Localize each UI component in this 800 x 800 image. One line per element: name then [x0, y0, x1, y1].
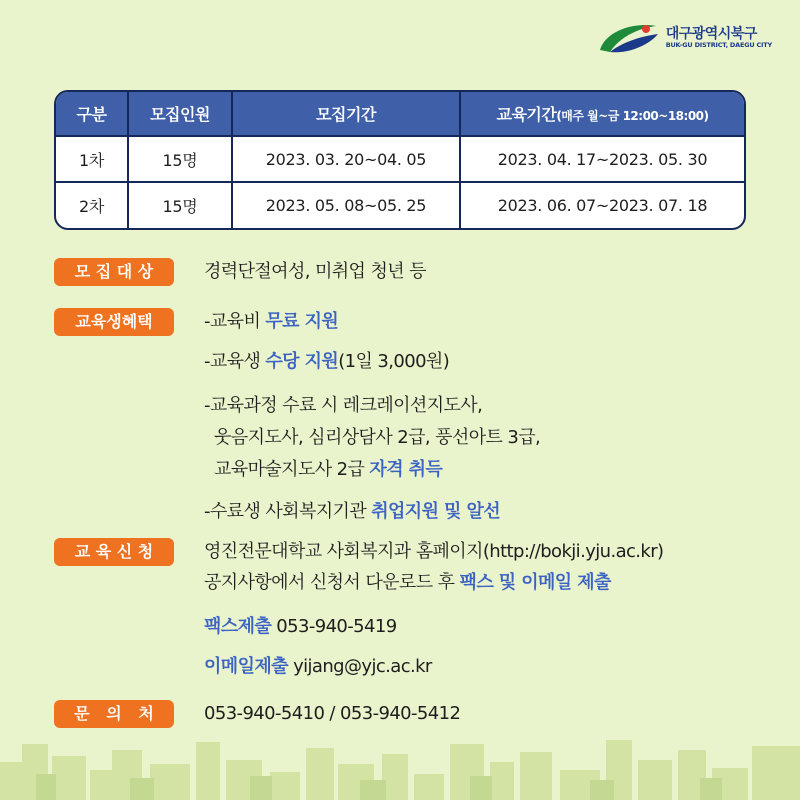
fax-number: 053-940-5419: [271, 616, 397, 637]
header-edu-period: [460, 92, 744, 136]
table-row: [56, 182, 744, 228]
header-capacity: 모집인원: [128, 92, 232, 136]
header-edu-period-label: 교육기간: [496, 105, 557, 124]
benefit-highlight: 취업지원 및 알선: [371, 501, 501, 522]
benefit-highlight: 자격 취득: [369, 459, 443, 480]
fax-info: [204, 614, 397, 640]
email-info: [204, 654, 432, 680]
contact-badge: 문 의 처: [54, 700, 174, 728]
table-row: [56, 136, 744, 182]
benefit-text: 교육마술지도사 2급: [214, 459, 370, 480]
benefit-item: [204, 499, 500, 525]
benefit-text: -교육비: [204, 311, 266, 332]
apply-badge: 교 육 신 청: [54, 538, 174, 566]
contact-phone: 053-940-5410 / 053-940-5412: [204, 703, 461, 724]
benefit-item: [204, 309, 338, 335]
benefit-highlight: 수당 지원: [265, 351, 339, 372]
row2-category: 2차: [56, 182, 128, 228]
apply-highlight: 팩스 및 이메일 제출: [459, 572, 611, 593]
city-skyline-decoration: [0, 734, 800, 800]
row2-capacity: 15명: [128, 182, 232, 228]
benefits-badge: 교육생혜택: [54, 308, 174, 336]
district-logo: [596, 20, 772, 56]
email-label: 이메일제출: [204, 656, 288, 677]
row1-category: 1차: [56, 136, 128, 182]
row2-recruit-period: 2023. 05. 08~05. 25: [232, 182, 460, 228]
benefit-text: -수료생 사회복지기관: [204, 501, 372, 522]
logo-korean-name: 대구광역시북구: [665, 25, 757, 42]
row2-edu-period: 2023. 06. 07~2023. 07. 18: [497, 196, 708, 215]
email-address: yijang@yjc.ac.kr: [287, 656, 432, 677]
table-header-row: [56, 92, 744, 136]
benefit-item-cont: 웃음지도사, 심리상담사 2급, 풍선아트 3급,: [214, 427, 541, 448]
header-recruit-period: 모집기간: [232, 92, 460, 136]
benefit-text: -교육생: [204, 351, 266, 372]
benefit-text: (1일 3,000원): [338, 351, 450, 372]
header-edu-period-note: (매주 월~금 12:00~18:00): [556, 109, 709, 123]
row1-recruit-period: 2023. 03. 20~04. 05: [232, 136, 460, 182]
apply-text: 영진전문대학교 사회복지과 홈페이지(http://bokji.yju.ac.kr): [204, 541, 664, 562]
target-badge: 모 집 대 상: [54, 258, 174, 286]
benefit-item: [204, 349, 449, 375]
schedule-table: [54, 90, 746, 230]
apply-text: [204, 570, 611, 596]
row1-edu-period: 2023. 04. 17~2023. 05. 30: [460, 136, 744, 182]
benefit-item-cont: [214, 457, 442, 483]
benefit-highlight: 무료 지원: [265, 311, 339, 332]
row1-capacity: 15명: [128, 136, 232, 182]
logo-english-name: BUK-GU DISTRICT, DAEGU CITY: [665, 41, 772, 50]
benefit-item: -교육과정 수료 시 레크레이션지도사,: [204, 395, 483, 416]
fax-label: 팩스제출: [204, 616, 272, 637]
target-text: 경력단절여성, 미취업 청년 등: [204, 261, 426, 282]
apply-text-part: 공지사항에서 신청서 다운로드 후: [204, 572, 460, 593]
logo-emblem-icon: [596, 20, 660, 56]
header-category: 구분: [56, 92, 128, 136]
